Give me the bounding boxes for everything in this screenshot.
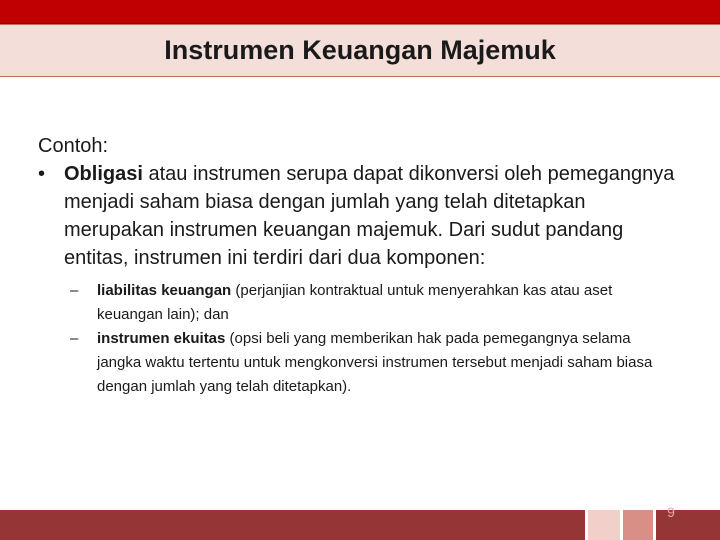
list-item-liabilitas (70, 279, 667, 327)
main-bullet (38, 160, 688, 272)
sub-text: (perjanjian kontraktual untuk menyerahkan kas atau aset keuangan lain); dan (97, 282, 613, 323)
page-number: 9 (667, 504, 675, 520)
component-list (38, 279, 688, 399)
dash-marker: – (70, 282, 79, 299)
sub-text: (opsi beli yang memberikan hak pada pemegangnya selama jangka waktu tertentu untuk mengkonversi instrumen tersebut menjadi saham biasa dengan jumlah yang telah ditetapkan). (97, 330, 653, 395)
sub-bold-term: instrumen ekuitas (97, 330, 226, 347)
footer-block-mid (623, 510, 653, 540)
bullet-bold-term: Obligasi (64, 163, 143, 185)
list-item-ekuitas (70, 327, 667, 399)
footer-block-light (588, 510, 620, 540)
sub-bold-term: liabilitas keuangan (97, 282, 232, 299)
dash-marker: – (70, 330, 79, 347)
bullet-text: atau instrumen serupa dapat dikonversi oleh pemegangnya menjadi saham biasa dengan jumlah yang telah ditetapkan merupakan instrumen keuangan majemuk. Dari sudut pandang entitas, instrumen ini terdiri dari dua komponen: (64, 163, 675, 269)
slide-title: Instrumen Keuangan Majemuk (164, 35, 556, 65)
slide-content (38, 132, 688, 399)
header-accent-bar (0, 0, 720, 24)
example-label: Contoh: (38, 135, 109, 157)
footer-bar (0, 510, 585, 540)
bullet-marker: • (38, 163, 46, 185)
